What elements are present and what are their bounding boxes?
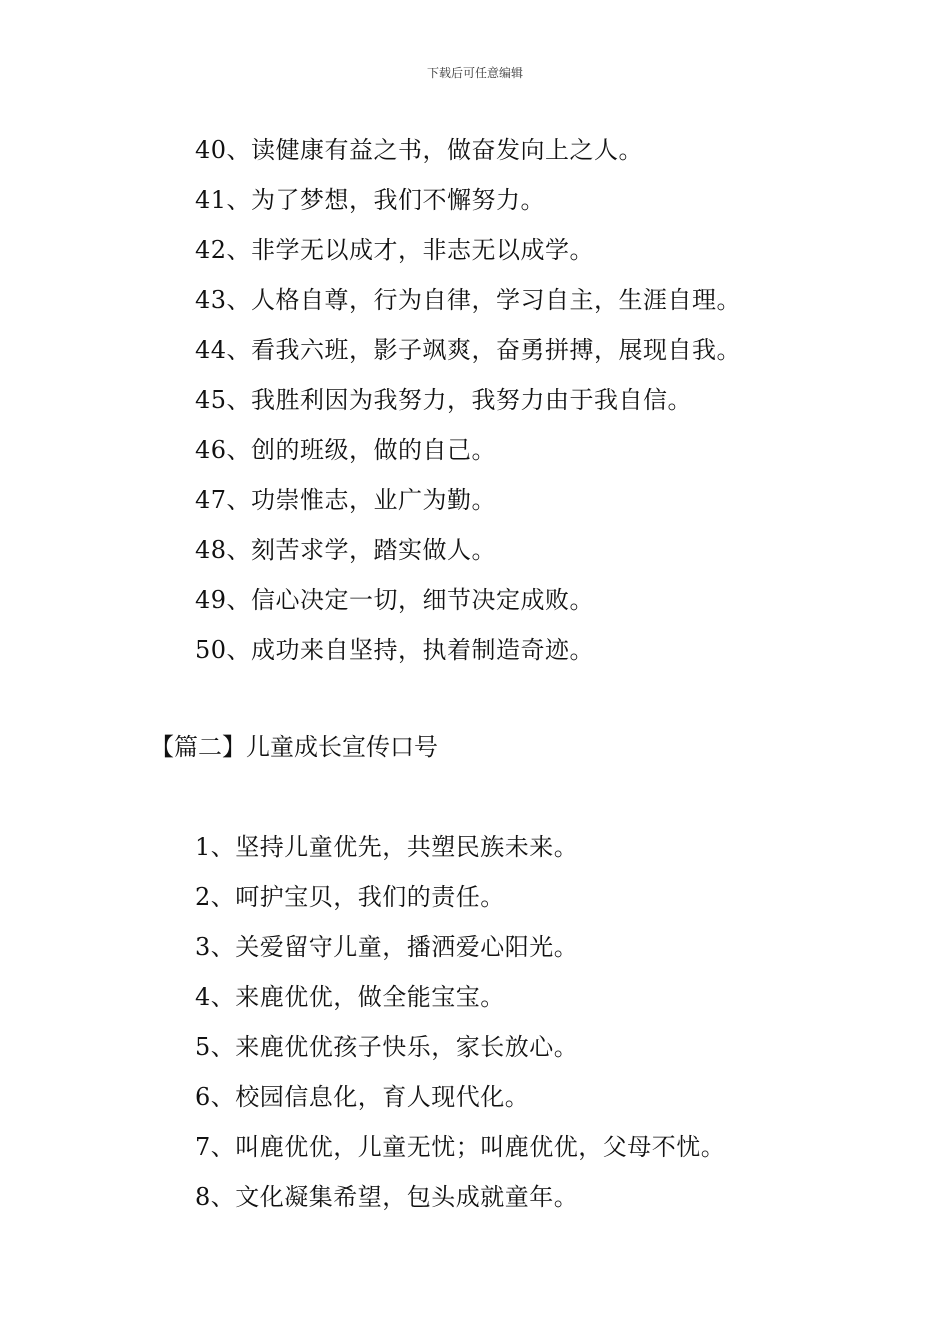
list-item: 4、来鹿优优，做全能宝宝。 (195, 983, 505, 1011)
section-title: 【篇二】儿童成长宣传口号 (150, 733, 438, 761)
list-item: 8、文化凝集希望，包头成就童年。 (195, 1183, 579, 1211)
list-item: 47、功崇惟志，业广为勤。 (195, 486, 497, 514)
list-item: 43、人格自尊，行为自律，学习自主，生涯自理。 (195, 286, 742, 314)
list-item: 42、非学无以成才，非志无以成学。 (195, 236, 595, 264)
list-item: 46、创的班级，做的自己。 (195, 436, 497, 464)
list-item: 50、成功来自坚持，执着制造奇迹。 (195, 636, 595, 664)
page-header: 下载后可任意编辑 (426, 66, 523, 80)
list-item: 49、信心决定一切，细节决定成败。 (195, 586, 595, 614)
slogan-list-1 (195, 125, 741, 675)
list-item: 45、我胜利因为我努力，我努力由于我自信。 (195, 386, 693, 414)
list-item: 1、坚持儿童优先，共塑民族未来。 (195, 833, 579, 861)
slogan-list-2 (195, 822, 725, 1222)
list-item: 48、刻苦求学，踏实做人。 (195, 536, 497, 564)
list-item: 3、关爱留守儿童，播洒爱心阳光。 (195, 933, 579, 961)
list-item: 6、校园信息化，育人现代化。 (195, 1083, 530, 1111)
list-item: 40、读健康有益之书，做奋发向上之人。 (195, 136, 644, 164)
list-item: 41、为了梦想，我们不懈努力。 (195, 186, 546, 214)
list-item: 7、叫鹿优优，儿童无忧；叫鹿优优，父母不忧。 (195, 1133, 726, 1161)
list-item: 44、看我六班，影子飒爽，奋勇拼搏，展现自我。 (195, 336, 742, 364)
list-item: 2、呵护宝贝，我们的责任。 (195, 883, 505, 911)
list-item: 5、来鹿优优孩子快乐，家长放心。 (195, 1033, 579, 1061)
